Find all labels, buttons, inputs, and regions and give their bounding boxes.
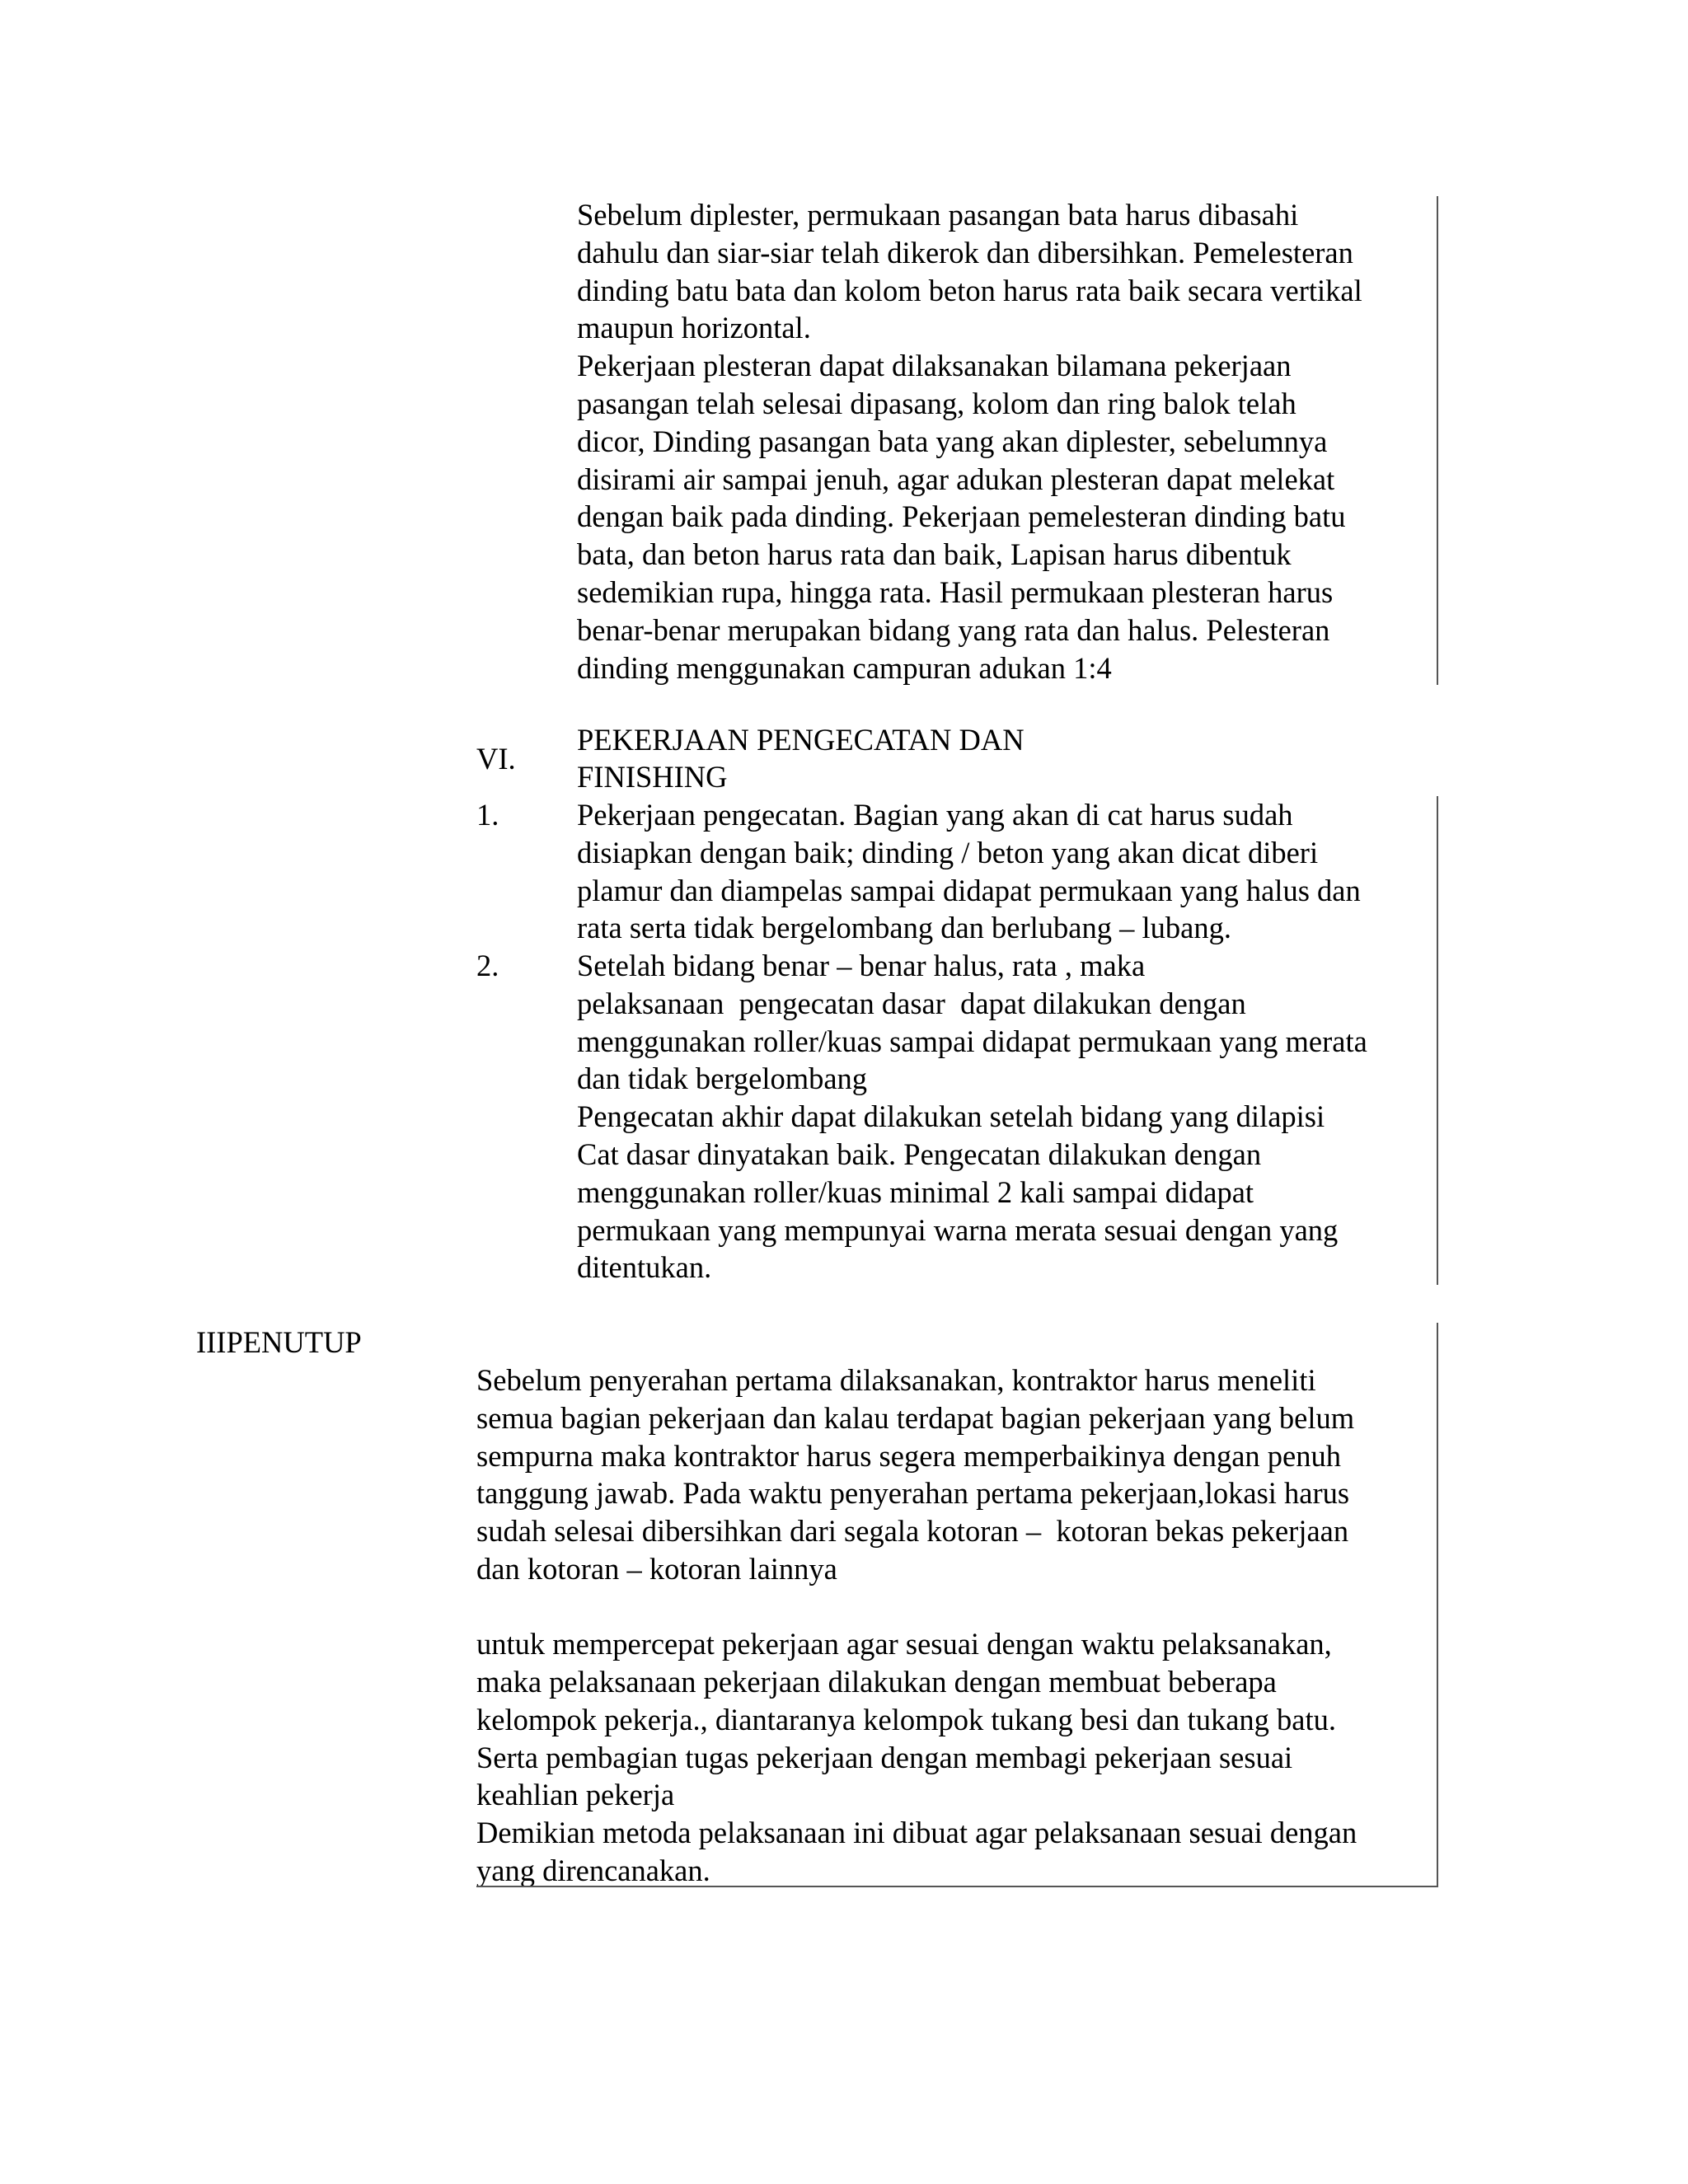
plester-line: bata, dan beton harus rata dan baik, Lapisan harus dibentuk [577, 537, 1292, 571]
penutup-line: tanggung jawab. Pada waktu penyerahan pertama pekerjaan,lokasi harus [476, 1476, 1350, 1510]
item-line: permukaan yang mempunyai warna merata sesuai dengan yang [577, 1213, 1339, 1247]
penutup-line: keahlian pekerja [476, 1778, 675, 1811]
item-number: 1. [476, 798, 499, 832]
penutup-heading: IIIPENUTUP [196, 1325, 362, 1359]
plester-line: dinding menggunakan campuran adukan 1:4 [577, 651, 1112, 685]
penutup-line: maka pelaksanaan pekerjaan dilakukan dengan membuat beberapa [476, 1665, 1277, 1699]
plester-line: dinding batu bata dan kolom beton harus rata baik secara vertikal [577, 274, 1362, 307]
plester-line: maupun horizontal. [577, 311, 811, 344]
margin-rule [1437, 796, 1438, 1285]
item-line: menggunakan roller/kuas sampai didapat permukaan yang merata [577, 1024, 1367, 1058]
plester-line: sedemikian rupa, hingga rata. Hasil permukaan plesteran harus [577, 575, 1334, 609]
penutup-line: semua bagian pekerjaan dan kalau terdapat bagian pekerjaan yang belum [476, 1401, 1355, 1435]
item-line: pelaksanaan pengecatan dasar dapat dilakukan dengan [577, 987, 1246, 1020]
plester-line: disirami air sampai jenuh, agar adukan plesteran dapat melekat [577, 462, 1335, 496]
item-line: dan tidak bergelombang [577, 1062, 868, 1095]
section-title-line: FINISHING [577, 760, 728, 794]
plester-line: Sebelum diplester, permukaan pasangan bata harus dibasahi [577, 198, 1299, 232]
penutup-line: sudah selesai dibersihkan dari segala kotoran – kotoran bekas pekerjaan [476, 1514, 1349, 1548]
plester-line: benar-benar merupakan bidang yang rata dan halus. Pelesteran [577, 613, 1330, 647]
plester-line: dengan baik pada dinding. Pekerjaan pemelesteran dinding batu [577, 499, 1346, 533]
plester-line: dahulu dan siar-siar telah dikerok dan dibersihkan. Pemelesteran [577, 236, 1353, 269]
penutup-line: yang direncanakan. [476, 1854, 710, 1887]
bottom-rule [476, 1886, 1438, 1887]
penutup-line: kelompok pekerja., diantaranya kelompok tukang besi dan tukang batu. [476, 1703, 1336, 1736]
item-line: Pengecatan akhir dapat dilakukan setelah bidang yang dilapisi [577, 1099, 1325, 1133]
margin-rule [1437, 196, 1438, 685]
plester-line: Pekerjaan plesteran dapat dilaksanakan bilamana pekerjaan [577, 349, 1292, 382]
item-line: Pekerjaan pengecatan. Bagian yang akan di cat harus sudah [577, 798, 1293, 832]
penutup-line: Sebelum penyerahan pertama dilaksanakan, kontraktor harus meneliti [476, 1363, 1316, 1397]
penutup-line: Demikian metoda pelaksanaan ini dibuat agar pelaksanaan sesuai dengan [476, 1816, 1357, 1849]
item-line: ditentukan. [577, 1250, 712, 1284]
item-line: plamur dan diampelas sampai didapat permukaan yang halus dan [577, 874, 1361, 907]
penutup-line: sempurna maka kontraktor harus segera memperbaikinya dengan penuh [476, 1439, 1342, 1473]
penutup-line: dan kotoran – kotoran lainnya [476, 1552, 837, 1586]
plester-line: pasangan telah selesai dipasang, kolom dan ring balok telah [577, 387, 1296, 420]
section-number: VI. [476, 742, 516, 776]
margin-rule [1437, 1323, 1438, 1886]
penutup-line: untuk mempercepat pekerjaan agar sesuai dengan waktu pelaksanakan, [476, 1627, 1332, 1661]
item-line: menggunakan roller/kuas minimal 2 kali sampai didapat [577, 1175, 1254, 1209]
item-line: Setelah bidang benar – benar halus, rata , maka [577, 949, 1146, 982]
item-line: rata serta tidak bergelombang dan berlubang – lubang. [577, 911, 1231, 944]
item-number: 2. [476, 949, 499, 982]
item-line: Cat dasar dinyatakan baik. Pengecatan dilakukan dengan [577, 1137, 1262, 1171]
section-title-line: PEKERJAAN PENGECATAN DAN [577, 723, 1025, 757]
penutup-line: Serta pembagian tugas pekerjaan dengan membagi pekerjaan sesuai [476, 1741, 1293, 1774]
item-line: disiapkan dengan baik; dinding / beton yang akan dicat diberi [577, 836, 1319, 869]
plester-line: dicor, Dinding pasangan bata yang akan diplester, sebelumnya [577, 424, 1328, 458]
